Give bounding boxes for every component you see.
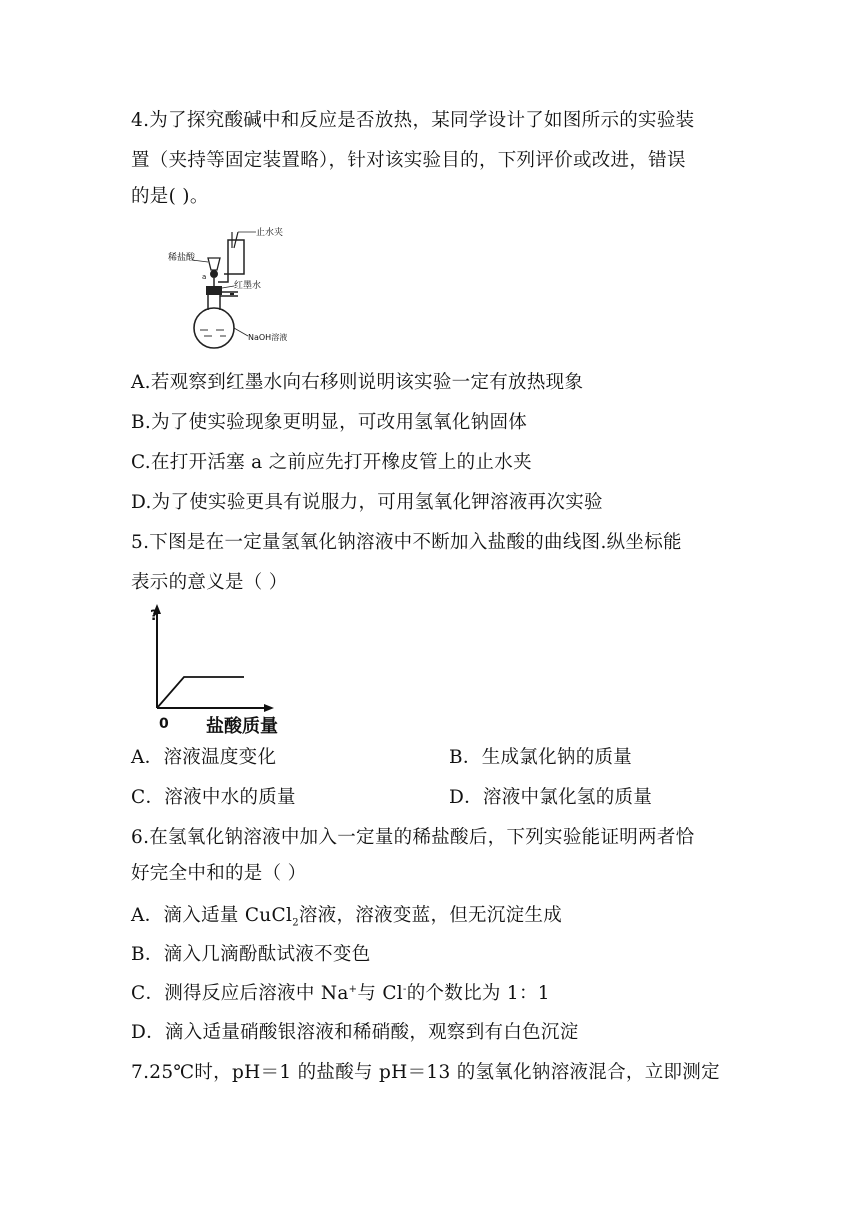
q5-option-a: A．溶液温度变化 — [131, 747, 277, 768]
q4-stem-line-3: 的是( )。 — [131, 186, 209, 207]
q4-option-d: D.为了使实验更具有说服力，可用氢氧化钾溶液再次实验 — [131, 492, 603, 513]
q4-option-c: C.在打开活塞 a 之前应先打开橡皮管上的止水夹 — [131, 452, 532, 473]
q4-stem-line-1: 4.为了探究酸碱中和反应是否放热，某同学设计了如图所示的实验装 — [131, 110, 695, 131]
q6-option-c-post: 的个数比为 1：1 — [406, 983, 550, 1004]
label-clamp: 止水夹 — [256, 228, 284, 238]
q6-option-d: D．滴入适量硝酸银溶液和稀硝酸，观察到有白色沉淀 — [131, 1022, 579, 1043]
graph-curve — [157, 677, 244, 708]
q6-option-b: B．滴入几滴酚酞试液不变色 — [131, 944, 371, 965]
q4-stem-line-2: 置（夹持等固定装置略），针对该实验目的，下列评价或改进，错误 — [131, 150, 686, 171]
q6-option-a-post: 溶液，溶液变蓝，但无沉淀生成 — [298, 905, 563, 926]
curve-graph — [144, 604, 304, 734]
q7-stem: 7.25℃时，pH＝1 的盐酸与 pH＝13 的氢氧化钠溶液混合，立即测定 — [131, 1062, 720, 1083]
q6-option-c-pre: C．测得反应后溶液中 Na — [131, 983, 349, 1004]
graph-origin: 0 — [159, 716, 169, 732]
q6-option-a-pre: A．滴入适量 CuCl — [131, 905, 293, 926]
q6-stem-line-2: 好完全中和的是（ ） — [131, 863, 307, 884]
graph-x-label: 盐酸质量 — [206, 716, 278, 734]
label-valve: a — [202, 273, 207, 281]
q6-option-a — [131, 903, 562, 929]
q5-stem-line-2: 表示的意义是（ ） — [131, 572, 288, 593]
q6-option-a-sub: 2 — [292, 917, 299, 929]
q6-option-c-mid: 与 Cl — [357, 983, 403, 1004]
q6-option-c-sup2: - — [403, 983, 407, 995]
q6-stem-line-1: 6.在氢氧化钠溶液中加入一定量的稀盐酸后，下列实验能证明两者恰 — [131, 827, 695, 848]
q4-option-b: B.为了使实验现象更明显，可改用氢氧化钠固体 — [131, 412, 528, 433]
label-solution: NaOH溶液 — [248, 333, 288, 342]
q5-option-b: B．生成氯化钠的质量 — [449, 747, 633, 768]
q6-option-c-sup1: + — [348, 983, 358, 995]
label-ink: 红墨水 — [234, 281, 262, 291]
graph-y-label: ? — [150, 608, 159, 624]
q4-option-a: A.若观察到红墨水向右移则说明该实验一定有放热现象 — [131, 372, 584, 393]
q5-option-d: D．溶液中氯化氢的质量 — [449, 787, 653, 808]
q6-option-c — [131, 981, 550, 1007]
apparatus-figure — [168, 220, 328, 350]
label-acid: 稀盐酸 — [168, 253, 196, 263]
q5-stem-line-1: 5.下图是在一定量氢氧化钠溶液中不断加入盐酸的曲线图.纵坐标能 — [131, 532, 682, 553]
q5-option-c: C．溶液中水的质量 — [131, 787, 296, 808]
